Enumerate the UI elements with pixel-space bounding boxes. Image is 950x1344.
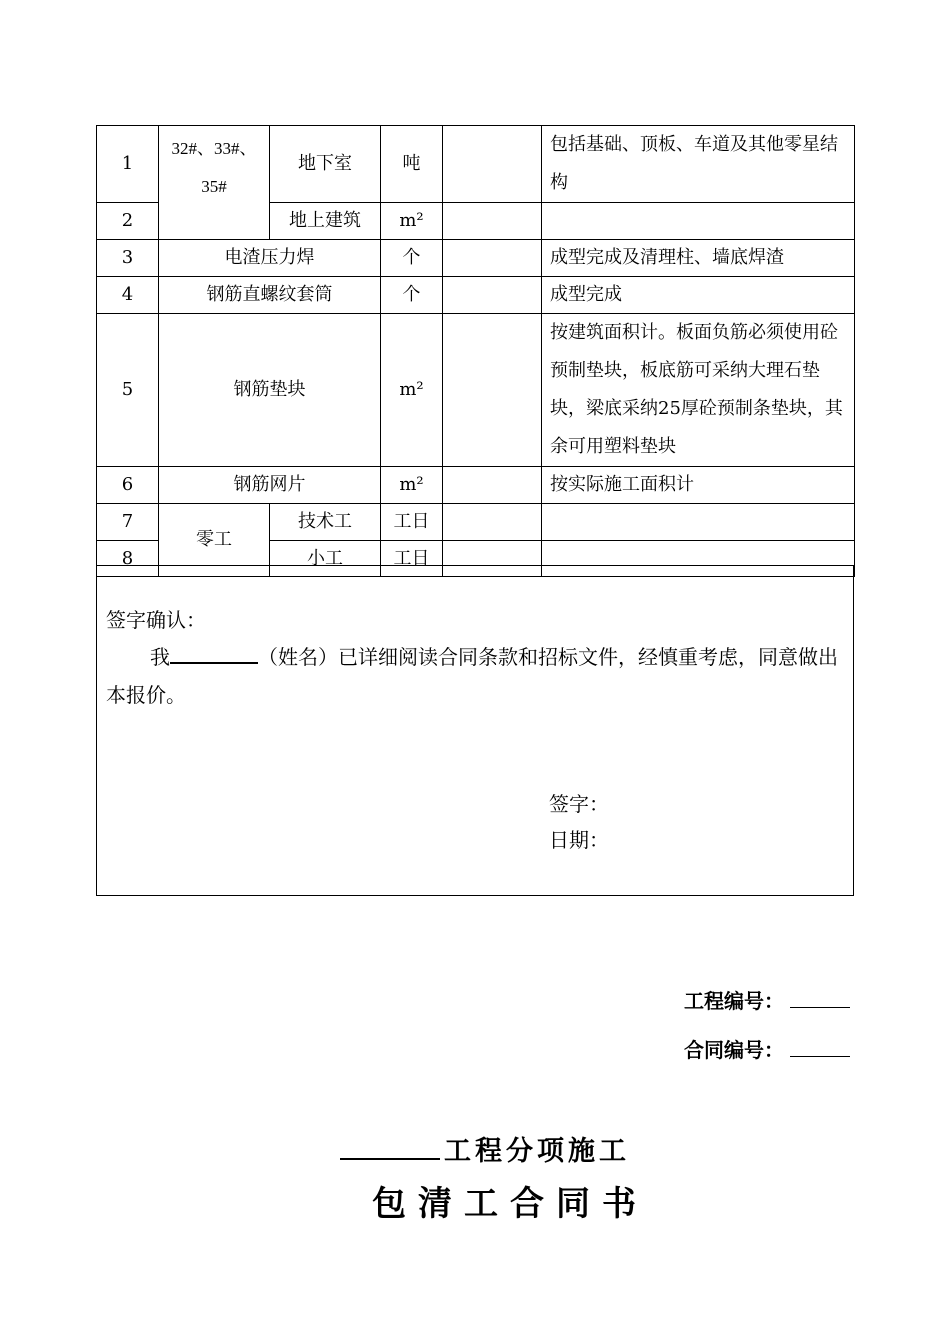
table-row: [97, 314, 855, 467]
row-number: 3: [97, 240, 159, 277]
statement-prefix: 我: [150, 645, 170, 669]
title-line1-text: 工程分项施工: [444, 1136, 630, 1167]
remark: 按实际施工面积计: [542, 467, 855, 504]
contract-title-line2: 包清工合同书: [372, 1184, 648, 1224]
item-name: 钢筋网片: [159, 467, 381, 504]
table-row: [97, 240, 855, 277]
date-label: 日期：: [549, 828, 609, 852]
sign-label: 签字：: [549, 792, 609, 816]
project-number-blank[interactable]: [790, 989, 850, 1008]
signature-statement: [106, 638, 851, 714]
item-name: 钢筋垫块: [159, 314, 381, 467]
unit-price: [443, 203, 542, 240]
table-row: [97, 504, 855, 541]
unit: 工日: [381, 541, 443, 577]
name-blank[interactable]: [170, 640, 258, 664]
project-number-line: [684, 985, 850, 1014]
unit-price: [443, 126, 542, 203]
contract-number-line: [684, 1034, 850, 1063]
unit: m²: [381, 203, 443, 240]
unit-price: [443, 467, 542, 504]
table-row: [97, 277, 855, 314]
remark: 成型完成: [542, 277, 855, 314]
item-name: 地上建筑: [270, 203, 381, 240]
unit-price: [443, 314, 542, 467]
unit: m²: [381, 467, 443, 504]
signature-box: [96, 565, 854, 896]
row-number: 2: [97, 203, 159, 240]
unit-price: [443, 277, 542, 314]
contract-number-label: 合同编号：: [684, 1038, 784, 1062]
table-row: [97, 126, 855, 203]
remark: [542, 203, 855, 240]
row-number: 7: [97, 504, 159, 541]
remark: 成型完成及清理柱、墙底焊渣: [542, 240, 855, 277]
unit-price: [443, 504, 542, 541]
item-name: 技术工: [270, 504, 381, 541]
item-name: 小工: [270, 541, 381, 577]
remark: 包括基础、顶板、车道及其他零星结构: [542, 126, 855, 203]
contract-number-blank[interactable]: [790, 1038, 850, 1057]
row-number: 5: [97, 314, 159, 467]
labor-group: 零工: [159, 504, 270, 577]
unit: m²: [381, 314, 443, 467]
row-number: 4: [97, 277, 159, 314]
item-name: 电渣压力焊: [159, 240, 381, 277]
remark: [542, 504, 855, 541]
signature-heading: 签字确认：: [106, 608, 206, 632]
row-number: 6: [97, 467, 159, 504]
unit: 吨: [381, 126, 443, 203]
project-number-label: 工程编号：: [684, 989, 784, 1013]
item-name: 地下室: [270, 126, 381, 203]
project-name-blank[interactable]: [340, 1128, 440, 1160]
unit: 个: [381, 277, 443, 314]
contract-title-line1: [340, 1128, 630, 1168]
building-group: 32#、33#、35#: [159, 126, 270, 240]
remark: 按建筑面积计。板面负筋必须使用砼预制垫块，板底筋可采纳大理石垫块，梁底采纳25厚砼预制条垫块，其余可用塑料垫块: [542, 314, 855, 467]
row-number: 1: [97, 126, 159, 203]
unit: 工日: [381, 504, 443, 541]
quote-table: [96, 125, 855, 577]
unit: 个: [381, 240, 443, 277]
statement-suffix: （姓名）已详细阅读合同条款和招标文件，经慎重考虑，同意做出本报价。: [106, 645, 838, 707]
item-name: 钢筋直螺纹套筒: [159, 277, 381, 314]
row-number: 8: [97, 541, 159, 577]
table-row: [97, 467, 855, 504]
unit-price: [443, 240, 542, 277]
